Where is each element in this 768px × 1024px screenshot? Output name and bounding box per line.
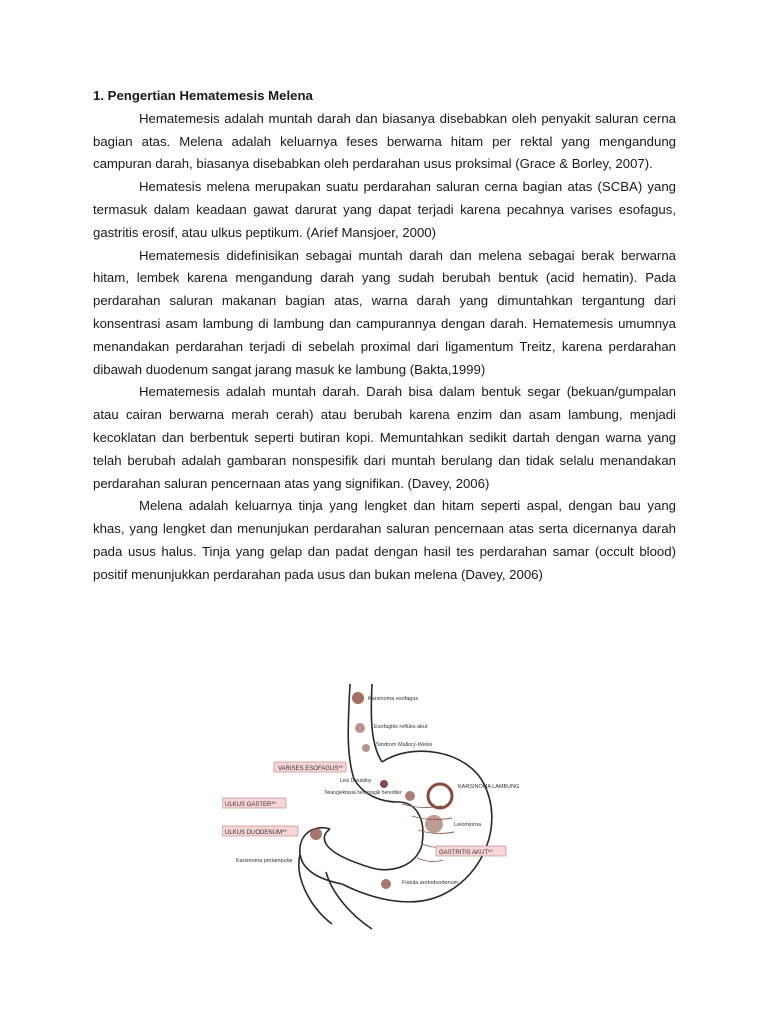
paragraph-3: Hematemesis didefinisikan sebagai muntah darah dan melena sebagai berak berwarna hitam, lembek karena mengandung darah yang sudah berubah bentuk (acid hematin). Pada perdarahan saluran makanan bagian atas, warna darah yang dimuntahkan tergantung dari konsentrasi asam lambung di lambung dan campurannya dengan darah. Hematemesis umumnya menandakan perdarahan terjadi di sebelah proximal dari ligamentum Treitz, karena perdarahan dibawah duodenum sangat jarang masuk ke lambung (Bakta,1999): [93, 247, 676, 377]
paragraph-2: Hematesis melena merupakan suatu perdarahan saluran cerna bagian atas (SCBA) yang termasuk dalam keadaan gawat darurat yang dapat terjadi karena pecahnya varises esofagus, gastritis erosif, atau ulkus peptikum. (Arief Mansjoer, 2000): [93, 179, 676, 240]
reflux-lesion: [355, 723, 365, 733]
document-body: [93, 85, 676, 587]
label-karsinoma-esofagus: Karsinoma esofagus: [368, 696, 419, 702]
gastric-carcinoma-lesion: [428, 784, 452, 808]
label-varises-esofagus: VARISES ESOFAGUS**: [278, 766, 343, 772]
label-ulkus-gaster: ULKUS GASTER**: [225, 802, 277, 808]
paragraph-1: Hematemesis adalah muntah darah dan biasanya disebabkan oleh penyakit saluran cerna bagian atas. Melena adalah keluarnya feses berwarna hitam per rektal yang mengandung campuran darah, biasanya disebabkan oleh perdarahan usus proksimal (Grace & Borley, 2007).: [93, 110, 676, 172]
diagram-svg: [222, 684, 522, 934]
label-lesi-dieulafoy: Lesi Dieulafoy: [340, 778, 372, 784]
fistula-lesion: [381, 879, 391, 889]
label-esofagitis-refluks: Esofagitis refluks akut: [374, 724, 428, 730]
label-karsinoma-lambung: KARSINOMA LAMBUNG: [458, 784, 520, 790]
section-heading: 1. Pengertian Hematemesis Melena: [93, 88, 313, 103]
duodenum-outline: [299, 828, 372, 929]
label-ulkus-duodenum: ULKUS DUODENUM**: [225, 830, 287, 836]
label-telangiektasia: Telangiektasia hemoragik herediter: [324, 790, 402, 796]
paragraph-5: Melena adalah keluarnya tinja yang lengket dan hitam seperti aspal, dengan bau yang khas, yang lengket dan menunjukan perdarahan saluran pencernaan atas serta dicernanya darah pada usus halus. Tinja yang gelap dan padat dengan hasil tes perdarahan samar (occult blood) positif menunjukkan perdarahan pada usus dan bukan melena (Davey, 2006): [93, 498, 676, 582]
duodenal-ulcer-lesion: [310, 828, 322, 840]
upper-gi-bleeding-diagram: [222, 684, 522, 934]
label-leiomioma: Leiomioma: [454, 822, 481, 828]
leiomyoma-lesion: [425, 815, 443, 833]
label-gastritis-akut: GASTRITIS AKUT**: [439, 850, 493, 856]
mallory-weiss-lesion: [362, 744, 370, 752]
telangiectasia-lesion: [405, 791, 415, 801]
esophageal-carcinoma-lesion: [352, 692, 364, 704]
label-fistula: Fistula aortoduodenum: [402, 880, 459, 886]
dieulafoy-lesion: [380, 780, 388, 788]
label-karsinoma-periampular: Karsinoma periampular: [236, 858, 293, 864]
paragraph-4: Hematemesis adalah muntah darah. Darah bisa dalam bentuk segar (bekuan/gumpalan atau cairan berwarna merah cerah) atau berubah karena enzim dan asam lambung, menjadi kecoklatan dan berbentuk seperti butiran kopi. Memuntahkan sedikit dartah dengan warna yang telah berubah adalah gambaran nonspesifik dari muntah berulang dan tidak selalu menandakan perdarahan saluran pencernaan atas yang signifikan. (Davey, 2006): [93, 384, 676, 491]
label-sindrom-mallory: Sindrom Mallory-Weiss: [376, 742, 433, 748]
